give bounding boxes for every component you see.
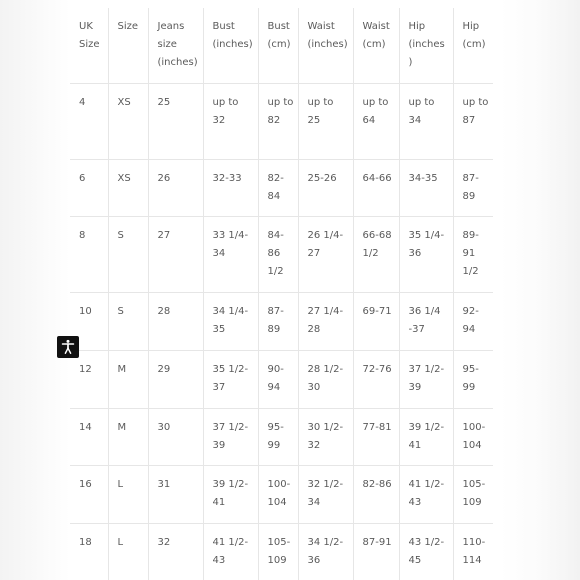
table-cell: 26 1/4-27 bbox=[298, 217, 353, 293]
table-cell: 100-104 bbox=[453, 408, 493, 466]
table-cell: 84-86 1/2 bbox=[258, 217, 298, 293]
table-cell: up to 25 bbox=[298, 83, 353, 159]
table-cell: 26 bbox=[148, 159, 203, 217]
table-cell: S bbox=[108, 217, 148, 293]
table-cell: 6 bbox=[70, 159, 108, 217]
table-cell: up to 64 bbox=[353, 83, 399, 159]
table-header-row bbox=[70, 8, 493, 83]
table-row bbox=[70, 159, 493, 217]
table-cell: 34 1/2-36 bbox=[298, 524, 353, 580]
table-cell: 32 1/2-34 bbox=[298, 466, 353, 524]
table-cell: 18 bbox=[70, 524, 108, 580]
column-header: Hip (cm) bbox=[453, 8, 493, 83]
table-cell: 30 1/2-32 bbox=[298, 408, 353, 466]
size-chart-table bbox=[70, 8, 493, 580]
table-cell: 41 1/2-43 bbox=[203, 524, 258, 580]
table-cell: 105-109 bbox=[258, 524, 298, 580]
table-cell: XS bbox=[108, 83, 148, 159]
table-cell: 92-94 bbox=[453, 293, 493, 351]
table-cell: up to 32 bbox=[203, 83, 258, 159]
column-header: Jeans size (inches) bbox=[148, 8, 203, 83]
table-row bbox=[70, 350, 493, 408]
table-cell: 82-86 bbox=[353, 466, 399, 524]
table-cell: 66-68 1/2 bbox=[353, 217, 399, 293]
accessibility-button[interactable] bbox=[57, 336, 79, 358]
table-row bbox=[70, 408, 493, 466]
table-cell: 16 bbox=[70, 466, 108, 524]
table-cell: up to 34 bbox=[399, 83, 453, 159]
table-cell: 69-71 bbox=[353, 293, 399, 351]
table-cell: 25 bbox=[148, 83, 203, 159]
table-cell: 25-26 bbox=[298, 159, 353, 217]
column-header: UK Size bbox=[70, 8, 108, 83]
table-cell: 34 1/4-35 bbox=[203, 293, 258, 351]
column-header: Hip (inches) bbox=[399, 8, 453, 83]
table-cell: 36 1/4 -37 bbox=[399, 293, 453, 351]
table-cell: 37 1/2-39 bbox=[399, 350, 453, 408]
table-cell: 90-94 bbox=[258, 350, 298, 408]
table-cell: 32 bbox=[148, 524, 203, 580]
table-cell: up to 82 bbox=[258, 83, 298, 159]
table-row bbox=[70, 217, 493, 293]
table-cell: 87-91 bbox=[353, 524, 399, 580]
table-cell: 39 1/2-41 bbox=[203, 466, 258, 524]
table-cell: XS bbox=[108, 159, 148, 217]
table-cell: 8 bbox=[70, 217, 108, 293]
table-cell: L bbox=[108, 524, 148, 580]
table-cell: 4 bbox=[70, 83, 108, 159]
table-cell: L bbox=[108, 466, 148, 524]
table-cell: 28 1/2-30 bbox=[298, 350, 353, 408]
table-cell: M bbox=[108, 350, 148, 408]
table-cell: 110-114 bbox=[453, 524, 493, 580]
column-header: Size bbox=[108, 8, 148, 83]
table-cell: 14 bbox=[70, 408, 108, 466]
table-row bbox=[70, 293, 493, 351]
table-cell: 29 bbox=[148, 350, 203, 408]
table-cell: 31 bbox=[148, 466, 203, 524]
column-header: Bust (cm) bbox=[258, 8, 298, 83]
table-cell: 39 1/2-41 bbox=[399, 408, 453, 466]
table-cell: 41 1/2-43 bbox=[399, 466, 453, 524]
table-cell: 100-104 bbox=[258, 466, 298, 524]
table-cell: M bbox=[108, 408, 148, 466]
table-cell: 12 bbox=[70, 350, 108, 408]
table-cell: 87-89 bbox=[453, 159, 493, 217]
table-cell: 95-99 bbox=[258, 408, 298, 466]
table-cell: 105-109 bbox=[453, 466, 493, 524]
column-header: Waist (inches) bbox=[298, 8, 353, 83]
table-row bbox=[70, 524, 493, 580]
table-cell: 64-66 bbox=[353, 159, 399, 217]
table-cell: 77-81 bbox=[353, 408, 399, 466]
table-cell: 34-35 bbox=[399, 159, 453, 217]
column-header: Waist (cm) bbox=[353, 8, 399, 83]
table-cell: 87-89 bbox=[258, 293, 298, 351]
table-cell: 35 1/4-36 bbox=[399, 217, 453, 293]
table-cell: 89-91 1/2 bbox=[453, 217, 493, 293]
table-cell: 37 1/2-39 bbox=[203, 408, 258, 466]
table-cell: 27 bbox=[148, 217, 203, 293]
table-cell: 32-33 bbox=[203, 159, 258, 217]
table-row bbox=[70, 466, 493, 524]
accessibility-icon bbox=[60, 339, 76, 355]
table-cell: 10 bbox=[70, 293, 108, 351]
table-cell: 30 bbox=[148, 408, 203, 466]
table-cell: up to 87 bbox=[453, 83, 493, 159]
table-cell: S bbox=[108, 293, 148, 351]
table-cell: 95-99 bbox=[453, 350, 493, 408]
table-cell: 27 1/4-28 bbox=[298, 293, 353, 351]
table-cell: 28 bbox=[148, 293, 203, 351]
table-cell: 72-76 bbox=[353, 350, 399, 408]
table-cell: 82-84 bbox=[258, 159, 298, 217]
table-row bbox=[70, 83, 493, 159]
table-cell: 35 1/2-37 bbox=[203, 350, 258, 408]
table-cell: 33 1/4-34 bbox=[203, 217, 258, 293]
column-header: Bust (inches) bbox=[203, 8, 258, 83]
table-cell: 43 1/2-45 bbox=[399, 524, 453, 580]
